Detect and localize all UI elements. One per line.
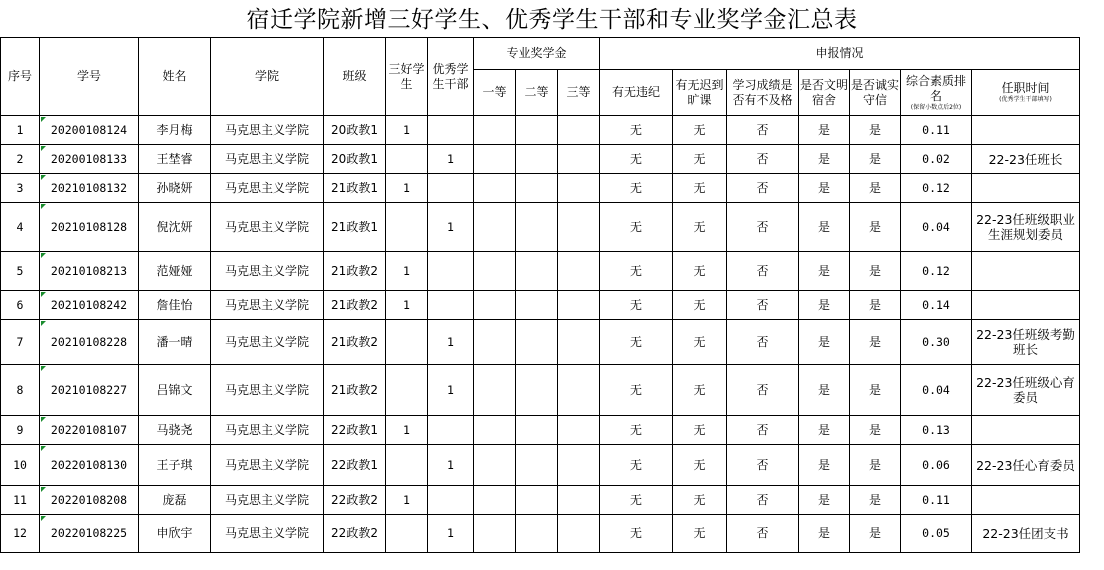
cell-third[interactable] — [558, 203, 600, 252]
cell-youxiu[interactable] — [428, 252, 474, 291]
cell-first[interactable] — [474, 174, 516, 203]
cell-rank[interactable]: 0.30 — [901, 320, 972, 365]
header-first[interactable]: 一等 — [474, 70, 516, 116]
cell-second[interactable] — [516, 416, 558, 445]
cell-college[interactable]: 马克思主义学院 — [211, 486, 324, 515]
cell-honest[interactable]: 是 — [850, 252, 901, 291]
cell-youxiu[interactable]: 1 — [428, 320, 474, 365]
cell-youxiu[interactable] — [428, 116, 474, 145]
cell-dorm[interactable]: 是 — [799, 320, 850, 365]
cell-violation[interactable]: 无 — [600, 416, 673, 445]
cell-absence[interactable]: 无 — [673, 416, 727, 445]
header-class[interactable]: 班级 — [324, 38, 386, 116]
cell-violation[interactable]: 无 — [600, 365, 673, 416]
cell-dorm[interactable]: 是 — [799, 291, 850, 320]
table-row — [1, 252, 1080, 291]
cell-student-id[interactable]: 20210108242 — [40, 291, 139, 320]
cell-name[interactable]: 孙晓妍 — [139, 174, 211, 203]
table-row — [1, 116, 1080, 145]
cell-youxiu[interactable]: 1 — [428, 515, 474, 553]
cell-youxiu[interactable] — [428, 291, 474, 320]
cell-first[interactable] — [474, 203, 516, 252]
cell-first[interactable] — [474, 252, 516, 291]
cell-dorm[interactable]: 是 — [799, 416, 850, 445]
cell-seq[interactable]: 3 — [1, 174, 40, 203]
cell-term[interactable]: 22-23任班级考勤班长 — [972, 320, 1080, 365]
cell-second[interactable] — [516, 515, 558, 553]
cell-honest[interactable]: 是 — [850, 365, 901, 416]
cell-third[interactable] — [558, 486, 600, 515]
table-row — [1, 203, 1080, 252]
cell-first[interactable] — [474, 416, 516, 445]
cell-sanhao[interactable]: 1 — [386, 291, 428, 320]
cell-rank[interactable]: 0.05 — [901, 515, 972, 553]
cell-student-id[interactable]: 20220108107 — [40, 416, 139, 445]
cell-absence[interactable]: 无 — [673, 116, 727, 145]
cell-dorm[interactable]: 是 — [799, 116, 850, 145]
header-term-label: 任职时间 — [1001, 81, 1050, 95]
cell-dorm[interactable]: 是 — [799, 174, 850, 203]
cell-youxiu[interactable] — [428, 486, 474, 515]
cell-sanhao[interactable] — [386, 145, 428, 174]
cell-term[interactable] — [972, 486, 1080, 515]
cell-dorm[interactable]: 是 — [799, 252, 850, 291]
cell-honest[interactable]: 是 — [850, 174, 901, 203]
cell-honest[interactable]: 是 — [850, 203, 901, 252]
cell-youxiu[interactable] — [428, 174, 474, 203]
cell-seq[interactable]: 9 — [1, 416, 40, 445]
cell-failing[interactable]: 否 — [727, 365, 799, 416]
cell-violation[interactable]: 无 — [600, 203, 673, 252]
cell-honest[interactable]: 是 — [850, 445, 901, 486]
cell-failing[interactable]: 否 — [727, 203, 799, 252]
cell-seq[interactable]: 12 — [1, 515, 40, 553]
cell-rank[interactable]: 0.06 — [901, 445, 972, 486]
cell-seq[interactable]: 4 — [1, 203, 40, 252]
cell-third[interactable] — [558, 416, 600, 445]
cell-second[interactable] — [516, 252, 558, 291]
cell-violation[interactable]: 无 — [600, 291, 673, 320]
cell-first[interactable] — [474, 486, 516, 515]
cell-college[interactable]: 马克思主义学院 — [211, 116, 324, 145]
cell-class[interactable]: 21政教1 — [324, 203, 386, 252]
cell-class[interactable]: 20政教1 — [324, 145, 386, 174]
cell-second[interactable] — [516, 445, 558, 486]
table-row — [1, 515, 1080, 553]
cell-term[interactable] — [972, 174, 1080, 203]
cell-name[interactable]: 詹佳怡 — [139, 291, 211, 320]
cell-seq[interactable]: 2 — [1, 145, 40, 174]
cell-absence[interactable]: 无 — [673, 291, 727, 320]
cell-failing[interactable]: 否 — [727, 445, 799, 486]
cell-name[interactable]: 申欣宇 — [139, 515, 211, 553]
cell-violation[interactable]: 无 — [600, 445, 673, 486]
cell-class[interactable]: 21政教2 — [324, 365, 386, 416]
cell-term[interactable]: 22-23任班级心育委员 — [972, 365, 1080, 416]
cell-name[interactable]: 吕锦文 — [139, 365, 211, 416]
table-row — [1, 445, 1080, 486]
cell-first[interactable] — [474, 445, 516, 486]
header-rank[interactable] — [901, 70, 972, 116]
header-scholarship-group[interactable]: 专业奖学金 — [474, 38, 600, 70]
cell-first[interactable] — [474, 320, 516, 365]
cell-term[interactable]: 22-23任班长 — [972, 145, 1080, 174]
cell-sanhao[interactable]: 1 — [386, 116, 428, 145]
cell-term[interactable]: 22-23任班级职业生涯规划委员 — [972, 203, 1080, 252]
cell-honest[interactable]: 是 — [850, 145, 901, 174]
cell-honest[interactable]: 是 — [850, 320, 901, 365]
cell-college[interactable]: 马克思主义学院 — [211, 445, 324, 486]
cell-name[interactable]: 李月梅 — [139, 116, 211, 145]
cell-student-id[interactable]: 20220108130 — [40, 445, 139, 486]
cell-rank[interactable]: 0.11 — [901, 116, 972, 145]
cell-student-id[interactable]: 20220108208 — [40, 486, 139, 515]
cell-absence[interactable]: 无 — [673, 445, 727, 486]
cell-rank[interactable]: 0.12 — [901, 252, 972, 291]
cell-honest[interactable]: 是 — [850, 486, 901, 515]
cell-name[interactable]: 潘一晴 — [139, 320, 211, 365]
cell-third[interactable] — [558, 145, 600, 174]
cell-class[interactable]: 21政教1 — [324, 174, 386, 203]
cell-college[interactable]: 马克思主义学院 — [211, 252, 324, 291]
cell-second[interactable] — [516, 291, 558, 320]
cell-absence[interactable]: 无 — [673, 365, 727, 416]
cell-rank[interactable]: 0.12 — [901, 174, 972, 203]
cell-rank[interactable]: 0.02 — [901, 145, 972, 174]
cell-violation[interactable]: 无 — [600, 116, 673, 145]
cell-first[interactable] — [474, 116, 516, 145]
cell-third[interactable] — [558, 291, 600, 320]
cell-failing[interactable]: 否 — [727, 145, 799, 174]
cell-first[interactable] — [474, 365, 516, 416]
cell-rank[interactable]: 0.13 — [901, 416, 972, 445]
cell-class[interactable]: 22政教1 — [324, 416, 386, 445]
cell-failing[interactable]: 否 — [727, 320, 799, 365]
cell-third[interactable] — [558, 365, 600, 416]
cell-class[interactable]: 22政教2 — [324, 486, 386, 515]
table-row — [1, 486, 1080, 515]
cell-seq[interactable]: 11 — [1, 486, 40, 515]
cell-youxiu[interactable]: 1 — [428, 365, 474, 416]
header-name[interactable]: 姓名 — [139, 38, 211, 116]
cell-rank[interactable]: 0.14 — [901, 291, 972, 320]
cell-second[interactable] — [516, 486, 558, 515]
cell-sanhao[interactable]: 1 — [386, 174, 428, 203]
cell-seq[interactable]: 8 — [1, 365, 40, 416]
cell-student-id[interactable]: 20200108133 — [40, 145, 139, 174]
cell-failing[interactable]: 否 — [727, 291, 799, 320]
cell-sanhao[interactable]: 1 — [386, 252, 428, 291]
cell-sanhao[interactable] — [386, 515, 428, 553]
cell-college[interactable]: 马克思主义学院 — [211, 203, 324, 252]
cell-name[interactable]: 倪沈妍 — [139, 203, 211, 252]
cell-seq[interactable]: 10 — [1, 445, 40, 486]
cell-second[interactable] — [516, 116, 558, 145]
cell-dorm[interactable]: 是 — [799, 486, 850, 515]
header-rank-label: 综合素质排名 — [905, 73, 966, 103]
cell-third[interactable] — [558, 515, 600, 553]
cell-student-id[interactable]: 20210108128 — [40, 203, 139, 252]
cell-name[interactable]: 范娅娅 — [139, 252, 211, 291]
cell-seq[interactable]: 7 — [1, 320, 40, 365]
cell-third[interactable] — [558, 174, 600, 203]
table-body — [1, 116, 1080, 553]
header-violation[interactable]: 有无违纪 — [600, 70, 673, 116]
cell-absence[interactable]: 无 — [673, 515, 727, 553]
cell-sanhao[interactable] — [386, 365, 428, 416]
cell-class[interactable]: 22政教1 — [324, 445, 386, 486]
cell-college[interactable]: 马克思主义学院 — [211, 320, 324, 365]
cell-term[interactable]: 22-23任心育委员 — [972, 445, 1080, 486]
cell-class[interactable]: 21政教2 — [324, 320, 386, 365]
cell-sanhao[interactable] — [386, 203, 428, 252]
summary-table — [0, 37, 1080, 553]
cell-student-id[interactable]: 20210108227 — [40, 365, 139, 416]
cell-violation[interactable]: 无 — [600, 145, 673, 174]
cell-class[interactable]: 22政教2 — [324, 515, 386, 553]
cell-student-id[interactable]: 20210108228 — [40, 320, 139, 365]
cell-failing[interactable]: 否 — [727, 252, 799, 291]
cell-sanhao[interactable] — [386, 320, 428, 365]
cell-student-id[interactable]: 20210108132 — [40, 174, 139, 203]
table-row — [1, 145, 1080, 174]
cell-college[interactable]: 马克思主义学院 — [211, 291, 324, 320]
header-term-note: (优秀学生干部填写) — [999, 96, 1052, 103]
cell-dorm[interactable]: 是 — [799, 365, 850, 416]
cell-youxiu[interactable] — [428, 416, 474, 445]
header-absence[interactable]: 有无迟到旷课 — [673, 70, 727, 116]
cell-rank[interactable]: 0.04 — [901, 365, 972, 416]
cell-absence[interactable]: 无 — [673, 320, 727, 365]
cell-rank[interactable]: 0.11 — [901, 486, 972, 515]
cell-failing[interactable]: 否 — [727, 116, 799, 145]
cell-name[interactable]: 马骁尧 — [139, 416, 211, 445]
cell-name[interactable]: 庞磊 — [139, 486, 211, 515]
cell-dorm[interactable]: 是 — [799, 145, 850, 174]
cell-dorm[interactable]: 是 — [799, 445, 850, 486]
cell-violation[interactable]: 无 — [600, 515, 673, 553]
header-third[interactable]: 三等 — [558, 70, 600, 116]
cell-term[interactable]: 22-23任团支书 — [972, 515, 1080, 553]
cell-second[interactable] — [516, 145, 558, 174]
cell-student-id[interactable]: 20220108225 — [40, 515, 139, 553]
cell-failing[interactable]: 否 — [727, 515, 799, 553]
cell-student-id[interactable]: 20210108213 — [40, 252, 139, 291]
cell-sanhao[interactable]: 1 — [386, 416, 428, 445]
cell-college[interactable]: 马克思主义学院 — [211, 515, 324, 553]
cell-first[interactable] — [474, 291, 516, 320]
cell-college[interactable]: 马克思主义学院 — [211, 174, 324, 203]
header-seq[interactable]: 序号 — [1, 38, 40, 116]
cell-first[interactable] — [474, 515, 516, 553]
cell-failing[interactable]: 否 — [727, 486, 799, 515]
header-failing[interactable]: 学习成绩是否有不及格 — [727, 70, 799, 116]
cell-absence[interactable]: 无 — [673, 486, 727, 515]
cell-absence[interactable]: 无 — [673, 174, 727, 203]
table-row — [1, 291, 1080, 320]
cell-violation[interactable]: 无 — [600, 486, 673, 515]
table-row — [1, 320, 1080, 365]
cell-first[interactable] — [474, 145, 516, 174]
cell-rank[interactable]: 0.04 — [901, 203, 972, 252]
cell-college[interactable]: 马克思主义学院 — [211, 416, 324, 445]
header-dorm[interactable]: 是否文明宿舍 — [799, 70, 850, 116]
cell-seq[interactable]: 1 — [1, 116, 40, 145]
header-term[interactable] — [972, 70, 1080, 116]
cell-term[interactable] — [972, 416, 1080, 445]
cell-student-id[interactable]: 20200108124 — [40, 116, 139, 145]
header-rank-note: (保留小数点后2位) — [910, 103, 962, 111]
header-youxiu[interactable]: 优秀学生干部 — [428, 38, 474, 116]
cell-sanhao[interactable]: 1 — [386, 486, 428, 515]
cell-sanhao[interactable] — [386, 445, 428, 486]
cell-honest[interactable]: 是 — [850, 116, 901, 145]
cell-second[interactable] — [516, 203, 558, 252]
cell-violation[interactable]: 无 — [600, 174, 673, 203]
cell-dorm[interactable]: 是 — [799, 515, 850, 553]
cell-absence[interactable]: 无 — [673, 252, 727, 291]
cell-term[interactable] — [972, 252, 1080, 291]
sheet-title: 宿迁学院新增三好学生、优秀学生干部和专业奖学金汇总表 — [246, 7, 858, 33]
cell-class[interactable]: 21政教2 — [324, 252, 386, 291]
cell-failing[interactable]: 否 — [727, 174, 799, 203]
header-report-group[interactable]: 申报情况 — [600, 38, 1080, 70]
table-row — [1, 416, 1080, 445]
cell-name[interactable]: 王子琪 — [139, 445, 211, 486]
cell-honest[interactable]: 是 — [850, 416, 901, 445]
cell-third[interactable] — [558, 445, 600, 486]
header-college[interactable]: 学院 — [211, 38, 324, 116]
cell-failing[interactable]: 否 — [727, 416, 799, 445]
cell-seq[interactable]: 6 — [1, 291, 40, 320]
cell-honest[interactable]: 是 — [850, 291, 901, 320]
header-student-id[interactable]: 学号 — [40, 38, 139, 116]
cell-honest[interactable]: 是 — [850, 515, 901, 553]
cell-term[interactable] — [972, 291, 1080, 320]
cell-youxiu[interactable]: 1 — [428, 203, 474, 252]
cell-youxiu[interactable]: 1 — [428, 445, 474, 486]
cell-violation[interactable]: 无 — [600, 252, 673, 291]
cell-term[interactable] — [972, 116, 1080, 145]
cell-third[interactable] — [558, 320, 600, 365]
cell-third[interactable] — [558, 116, 600, 145]
cell-college[interactable]: 马克思主义学院 — [211, 365, 324, 416]
cell-dorm[interactable]: 是 — [799, 203, 850, 252]
cell-seq[interactable]: 5 — [1, 252, 40, 291]
cell-youxiu[interactable]: 1 — [428, 145, 474, 174]
cell-class[interactable]: 20政教1 — [324, 116, 386, 145]
header-second[interactable]: 二等 — [516, 70, 558, 116]
cell-absence[interactable]: 无 — [673, 203, 727, 252]
cell-second[interactable] — [516, 320, 558, 365]
header-sanhao[interactable]: 三好学生 — [386, 38, 428, 116]
header-honest[interactable]: 是否诚实守信 — [850, 70, 901, 116]
cell-name[interactable]: 王埜睿 — [139, 145, 211, 174]
cell-class[interactable]: 21政教2 — [324, 291, 386, 320]
table-row — [1, 365, 1080, 416]
table-row — [1, 174, 1080, 203]
cell-second[interactable] — [516, 174, 558, 203]
cell-absence[interactable]: 无 — [673, 145, 727, 174]
cell-violation[interactable]: 无 — [600, 320, 673, 365]
cell-third[interactable] — [558, 252, 600, 291]
cell-college[interactable]: 马克思主义学院 — [211, 145, 324, 174]
cell-second[interactable] — [516, 365, 558, 416]
